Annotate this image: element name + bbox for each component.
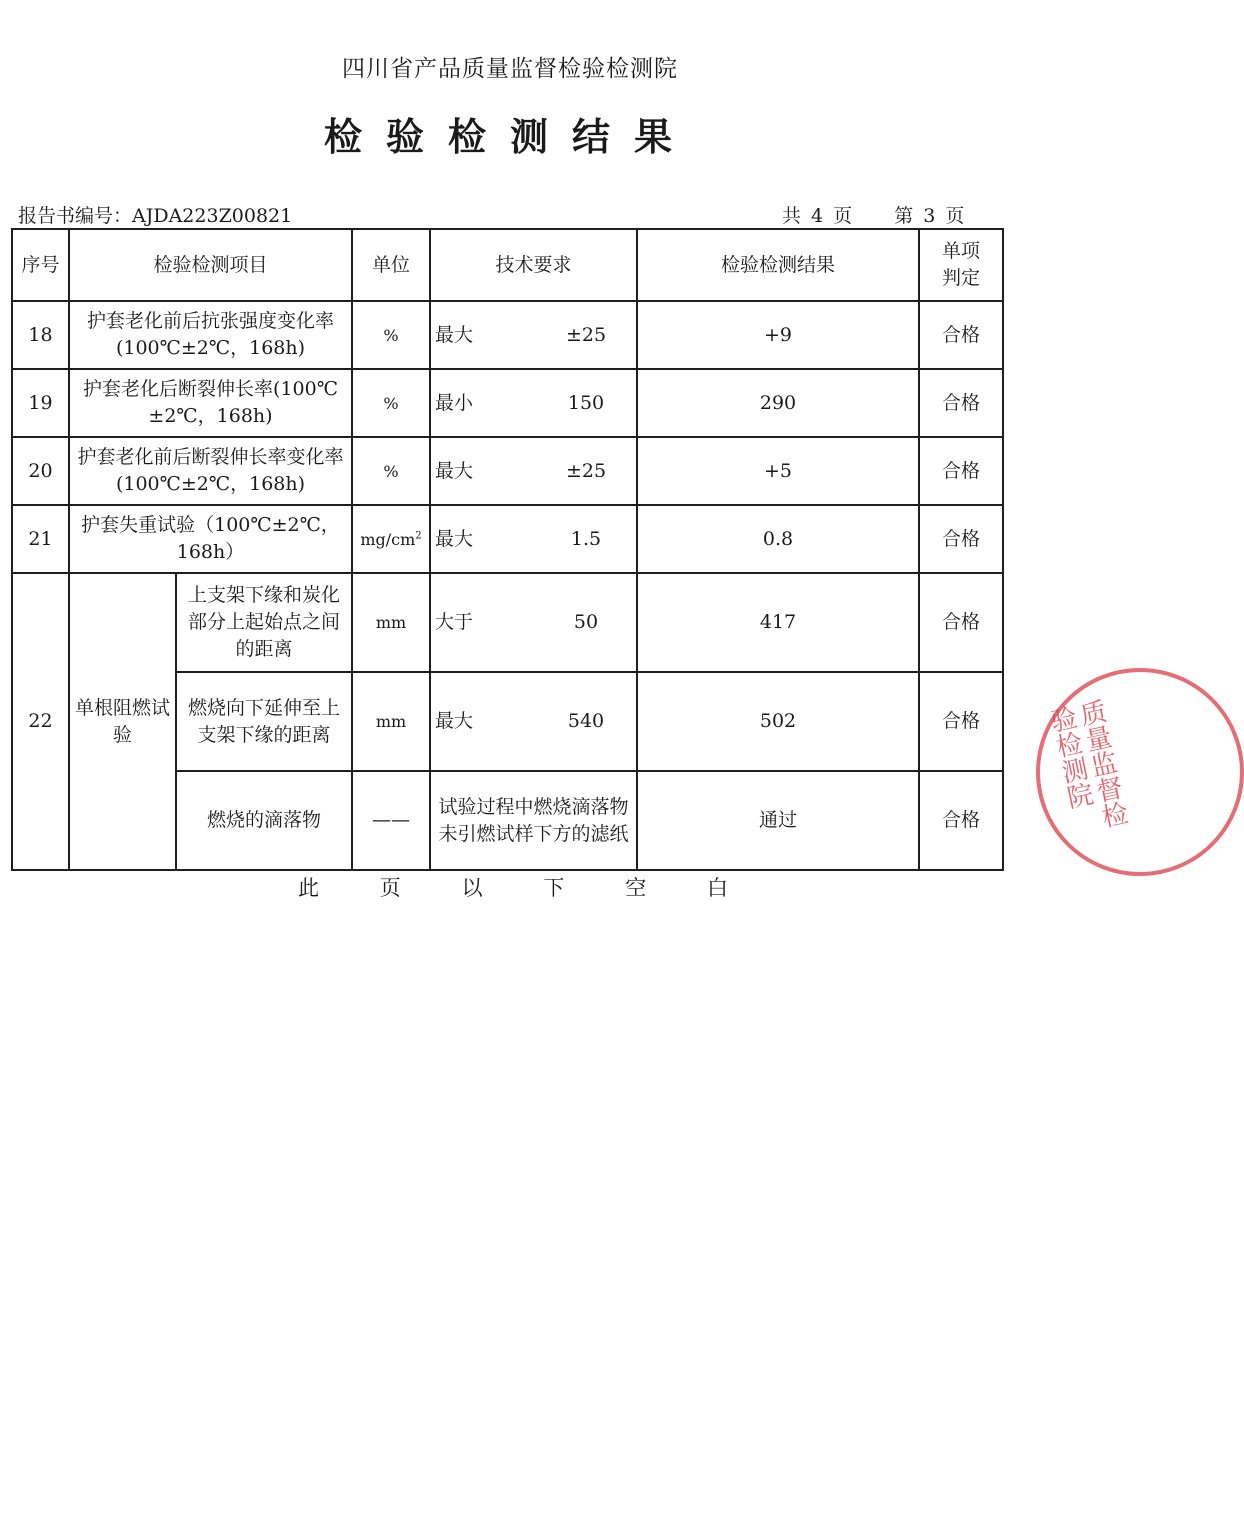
- subrow-item: 燃烧的滴落物: [176, 771, 352, 870]
- blank-note-char: 下: [543, 876, 565, 900]
- req-value: ±25: [565, 323, 607, 346]
- req-type: 最大: [435, 710, 474, 732]
- row-judgment: 合格: [919, 505, 1003, 573]
- report-number: [18, 201, 292, 228]
- row-unit-exponent: 2: [415, 530, 422, 542]
- req-value: 50: [573, 611, 599, 633]
- row-judgment: 合格: [919, 369, 1003, 437]
- header-unit: 单位: [352, 229, 430, 301]
- row-requirement: [430, 437, 637, 505]
- subrow-judgment: 合格: [919, 771, 1003, 870]
- header-requirement: 技术要求: [430, 229, 637, 301]
- row-requirement: [430, 505, 637, 573]
- row-item: [69, 505, 352, 573]
- row-seq: 20: [12, 437, 69, 505]
- subrow-unit: mm: [352, 573, 430, 672]
- subrow-item-text: 上支架下缘和炭化部分上起始点之间的距离: [188, 584, 341, 660]
- table-row: [12, 301, 1003, 369]
- group-seq: 22: [12, 573, 69, 870]
- table-row: [12, 437, 1003, 505]
- row-item-text: 护套老化前后断裂伸长率变化率(100℃±2℃，168h): [77, 446, 344, 495]
- table-row: [12, 573, 1003, 672]
- subrow-requirement: [430, 672, 637, 771]
- req-value: 540: [567, 710, 605, 732]
- subrow-item-text: 燃烧向下延伸至上支架下缘的距离: [188, 696, 341, 746]
- row-result: +9: [637, 301, 919, 369]
- blank-note-char: 以: [461, 876, 483, 900]
- table-row: [12, 505, 1003, 573]
- row-result: +5: [637, 437, 919, 505]
- subrow-requirement-text: 试验过程中燃烧滴落物未引燃试样下方的滤纸: [438, 795, 629, 845]
- req-value: 150: [567, 391, 605, 414]
- total-pages: 共 4 页: [782, 205, 853, 227]
- org-name: 四川省产品质量监督检验检测院: [342, 56, 678, 82]
- row-unit: %: [352, 369, 430, 437]
- req-type: 最大: [435, 459, 474, 482]
- blank-note-char: 此: [298, 876, 319, 900]
- blank-note-char: 白: [706, 876, 728, 900]
- subrow-judgment: 合格: [919, 672, 1003, 771]
- blank-note-char: 空: [625, 876, 647, 900]
- subrow-item: [176, 672, 352, 771]
- row-requirement: [430, 369, 637, 437]
- row-seq: 21: [12, 505, 69, 573]
- row-result: 290: [637, 369, 919, 437]
- row-item: [69, 301, 352, 369]
- row-unit: %: [352, 437, 430, 505]
- subrow-result: 417: [637, 573, 919, 672]
- header-result: 检验检测结果: [637, 229, 919, 301]
- header-judgment: [919, 229, 1003, 301]
- req-type: 最小: [435, 391, 474, 414]
- subrow-judgment: 合格: [919, 573, 1003, 672]
- stamp-text: 质量监督检验检测院: [1044, 697, 1130, 831]
- current-page: 第 3 页: [894, 205, 965, 227]
- row-unit: %: [352, 301, 430, 369]
- row-item-text: 护套老化后断裂伸长率(100℃±2℃，168h): [83, 378, 338, 427]
- req-type: 最大: [435, 323, 474, 346]
- subrow-result: 502: [637, 672, 919, 771]
- req-type: 大于: [435, 611, 474, 633]
- row-judgment: 合格: [919, 437, 1003, 505]
- row-seq: 18: [12, 301, 69, 369]
- subrow-item: [176, 573, 352, 672]
- group-name: [69, 573, 176, 870]
- row-unit-base: mg/cm: [360, 529, 416, 549]
- header-judgment-text: 单项判定: [942, 240, 981, 289]
- group-name-text: 单根阻燃试验: [74, 696, 170, 746]
- subrow-requirement: [430, 771, 637, 870]
- report-number-value: AJDA223Z00821: [132, 205, 293, 227]
- row-item: [69, 437, 352, 505]
- blank-below-note: [298, 872, 728, 902]
- row-unit: [352, 505, 430, 573]
- table-header-row: [12, 229, 1003, 301]
- table-row: [12, 369, 1003, 437]
- req-type: 最大: [435, 527, 474, 550]
- row-result: 0.8: [637, 505, 919, 573]
- blank-note-char: 页: [379, 876, 401, 900]
- report-number-label: 报告书编号：: [18, 205, 133, 227]
- row-item-text: 护套失重试验（100℃±2℃，168h）: [81, 514, 340, 563]
- subrow-unit: ——: [352, 771, 430, 870]
- doc-title: 检验检测结果: [323, 114, 696, 159]
- row-seq: 19: [12, 369, 69, 437]
- row-item-text: 护套老化前后抗张强度变化率(100℃±2℃，168h): [87, 310, 335, 359]
- req-value: 1.5: [570, 527, 602, 550]
- row-item: [69, 369, 352, 437]
- row-judgment: 合格: [919, 301, 1003, 369]
- header-item: 检验检测项目: [69, 229, 352, 301]
- header-seq: 序号: [12, 229, 69, 301]
- subrow-requirement: [430, 573, 637, 672]
- subrow-unit: mm: [352, 672, 430, 771]
- row-requirement: [430, 301, 637, 369]
- subrow-result: 通过: [637, 771, 919, 870]
- req-value: ±25: [565, 459, 607, 482]
- results-table: [11, 228, 1004, 871]
- official-seal-stamp: [1036, 668, 1244, 876]
- page-info: [782, 201, 968, 228]
